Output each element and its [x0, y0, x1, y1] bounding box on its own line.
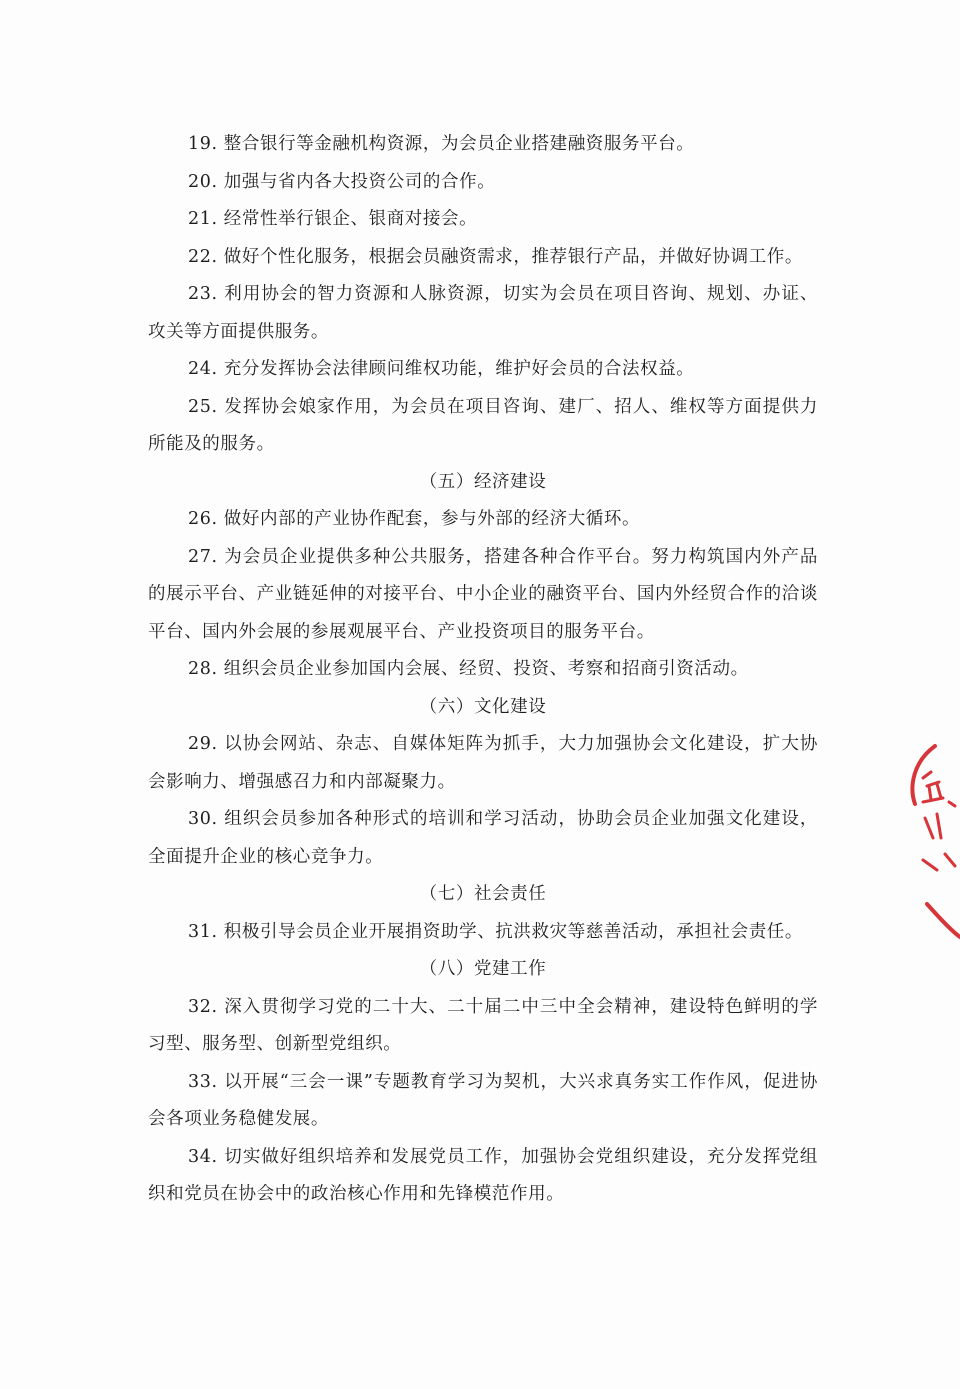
item-23: 23. 利用协会的智力资源和人脉资源，切实为会员在项目咨询、规划、办证、攻关等方面提供服务。	[148, 284, 818, 342]
item-30: 30. 组织会员参加各种形式的培训和学习活动，协助会员企业加强文化建设，全面提升企业的核心竞争力。	[148, 809, 818, 867]
item-22: 22. 做好个性化服务，根据会员融资需求，推荐银行产品，并做好协调工作。	[188, 246, 803, 267]
item-20: 20. 加强与省内各大投资公司的合作。	[188, 171, 496, 192]
item-29: 29. 以协会网站、杂志、自媒体矩阵为抓手，大力加强协会文化建设，扩大协会影响力、增强感召力和内部凝聚力。	[148, 734, 818, 792]
item-31: 31. 积极引导会员企业开展捐资助学、抗洪救灾等慈善活动，承担社会责任。	[188, 921, 803, 942]
red-seal-stamp	[905, 742, 960, 942]
item-32: 32. 深入贯彻学习党的二十大、二十届二中三中全会精神，建设特色鲜明的学习型、服务型、创新型党组织。	[148, 996, 818, 1054]
seal-text: 业	[917, 812, 918, 813]
document-body	[148, 126, 818, 1214]
item-21: 21. 经常性举行银企、银商对接会。	[188, 209, 478, 229]
item-26: 26. 做好内部的产业协作配套，参与外部的经济大循环。	[188, 509, 641, 529]
section-heading-culture: （六）文化建设	[419, 696, 547, 717]
item-33: 33. 以开展“三会一课”专题教育学习为契机，大兴求真务实工作作风，促进协会各项业务稳健发展。	[148, 1071, 818, 1129]
section-heading-social: （七）社会责任	[419, 884, 547, 904]
item-24: 24. 充分发挥协会法律顾问维权功能，维护好会员的合法权益。	[188, 359, 695, 379]
section-heading-party: （八）党建工作	[419, 959, 547, 979]
item-19: 19. 整合银行等金融机构资源，为会员企业搭建融资服务平台。	[188, 134, 695, 154]
item-28: 28. 组织会员企业参加国内会展、经贸、投资、考察和招商引资活动。	[188, 659, 749, 679]
item-27: 27. 为会员企业提供多种公共服务，搭建各种合作平台。努力构筑国内外产品的展示平台、产业链延伸的对接平台、中小企业的融资平台、国内外经贸合作的洽谈平台、国内外会展的参展观展平台、产业投资项目的服务平台。	[148, 546, 818, 642]
item-25: 25. 发挥协会娘家作用，为会员在项目咨询、建厂、招人、维权等方面提供力所能及的服务。	[148, 396, 818, 454]
item-34: 34. 切实做好组织培养和发展党员工作，加强协会党组织建设，充分发挥党组织和党员在协会中的政治核心作用和先锋模范作用。	[148, 1146, 818, 1204]
section-heading-economy: （五）经济建设	[419, 471, 547, 492]
